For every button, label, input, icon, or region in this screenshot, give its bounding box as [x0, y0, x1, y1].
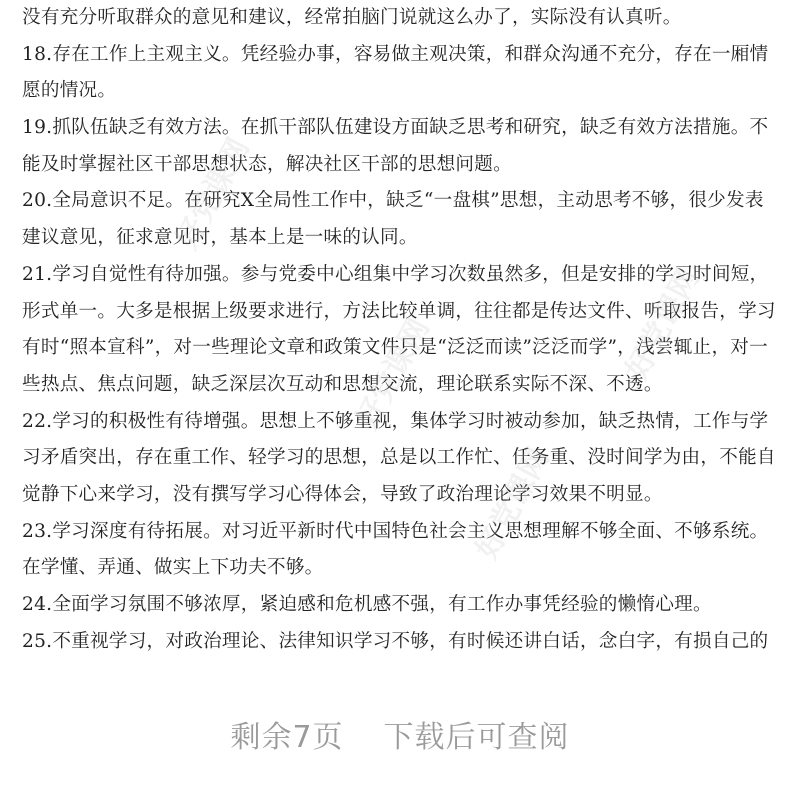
text-line: 18.存在工作上主观主义。凭经验办事，容易做主观决策，和群众沟通不充分，存在一厢情	[22, 43, 769, 65]
text-line: 19.抓队伍缺乏有效方法。在抓干部队伍建设方面缺乏思考和研究，缺乏有效方法措施。不	[22, 117, 769, 139]
text-line: 25.不重视学习，对政治理论、法律知识学习不够，有时候还讲白话，念白字，有损自己的	[22, 630, 769, 652]
text-line: 20.全局意识不足。在研究X全局性工作中，缺乏“一盘棋”思想，主动思考不够，很少发表	[22, 190, 764, 212]
watermark: 好党课网	[469, 442, 557, 565]
text-line: 24.全面学习氛围不够浓厚，紧迫感和危机感不强，有工作办事凭经验的懒惰心理。	[22, 594, 712, 615]
watermark: 好党课网	[349, 312, 437, 435]
text-line: 能及时掌握社区干部思想状态，解决社区干部的思想问题。	[22, 153, 512, 175]
text-line: 在学懂、弄通、做实上下功夫不够。	[22, 557, 324, 579]
download-hint-label: 下载后可查阅	[383, 720, 570, 755]
text-line: 22.学习的积极性有待增强。思想上不够重视，集体学习时被动参加，缺乏热情，工作与学	[22, 410, 769, 432]
text-line: 没有充分听取群众的意见和建议，经常拍脑门说就这么办了，实际没有认真听。	[22, 7, 682, 28]
remaining-pages-label: 剩余7页	[230, 720, 344, 755]
watermark: 好党课网	[619, 262, 707, 385]
text-line: 建议意见，征求意见时，基本上是一味的认同。	[22, 227, 418, 249]
text-line: 23.学习深度有待拓展。对习近平新时代中国特色社会主义思想理解不够全面、不够系统。	[22, 520, 769, 542]
text-line: 21.学习自觉性有待加强。参与党委中心组集中学习次数虽然多，但是安排的学习时间短，	[22, 263, 769, 285]
text-line: 些热点、焦点问题，缺乏深层次互动和思想交流，理论联系实际不深、不透。	[22, 373, 663, 395]
text-line: 形式单一。大多是根据上级要求进行，方法比较单调，往往都是传达文件、听取报告，学习	[22, 300, 776, 322]
text-line: 愿的情况。	[22, 80, 117, 102]
text-line: 有时“照本宣科”，对一些理论文章和政策文件只是“泛泛而读”泛泛而学”，浅尝辄止，对一	[22, 337, 768, 359]
text-line: 习矛盾突出，存在重工作、轻学习的思想，总是以工作忙、任务重、没时间学为由，不能自	[22, 447, 776, 469]
watermark: 好党课网	[169, 132, 257, 255]
text-line: 觉静下心来学习，没有撰写学习心得体会，导致了政治理论学习效果不明显。	[22, 483, 663, 505]
download-prompt[interactable]	[0, 712, 800, 756]
document-body	[22, 0, 782, 660]
